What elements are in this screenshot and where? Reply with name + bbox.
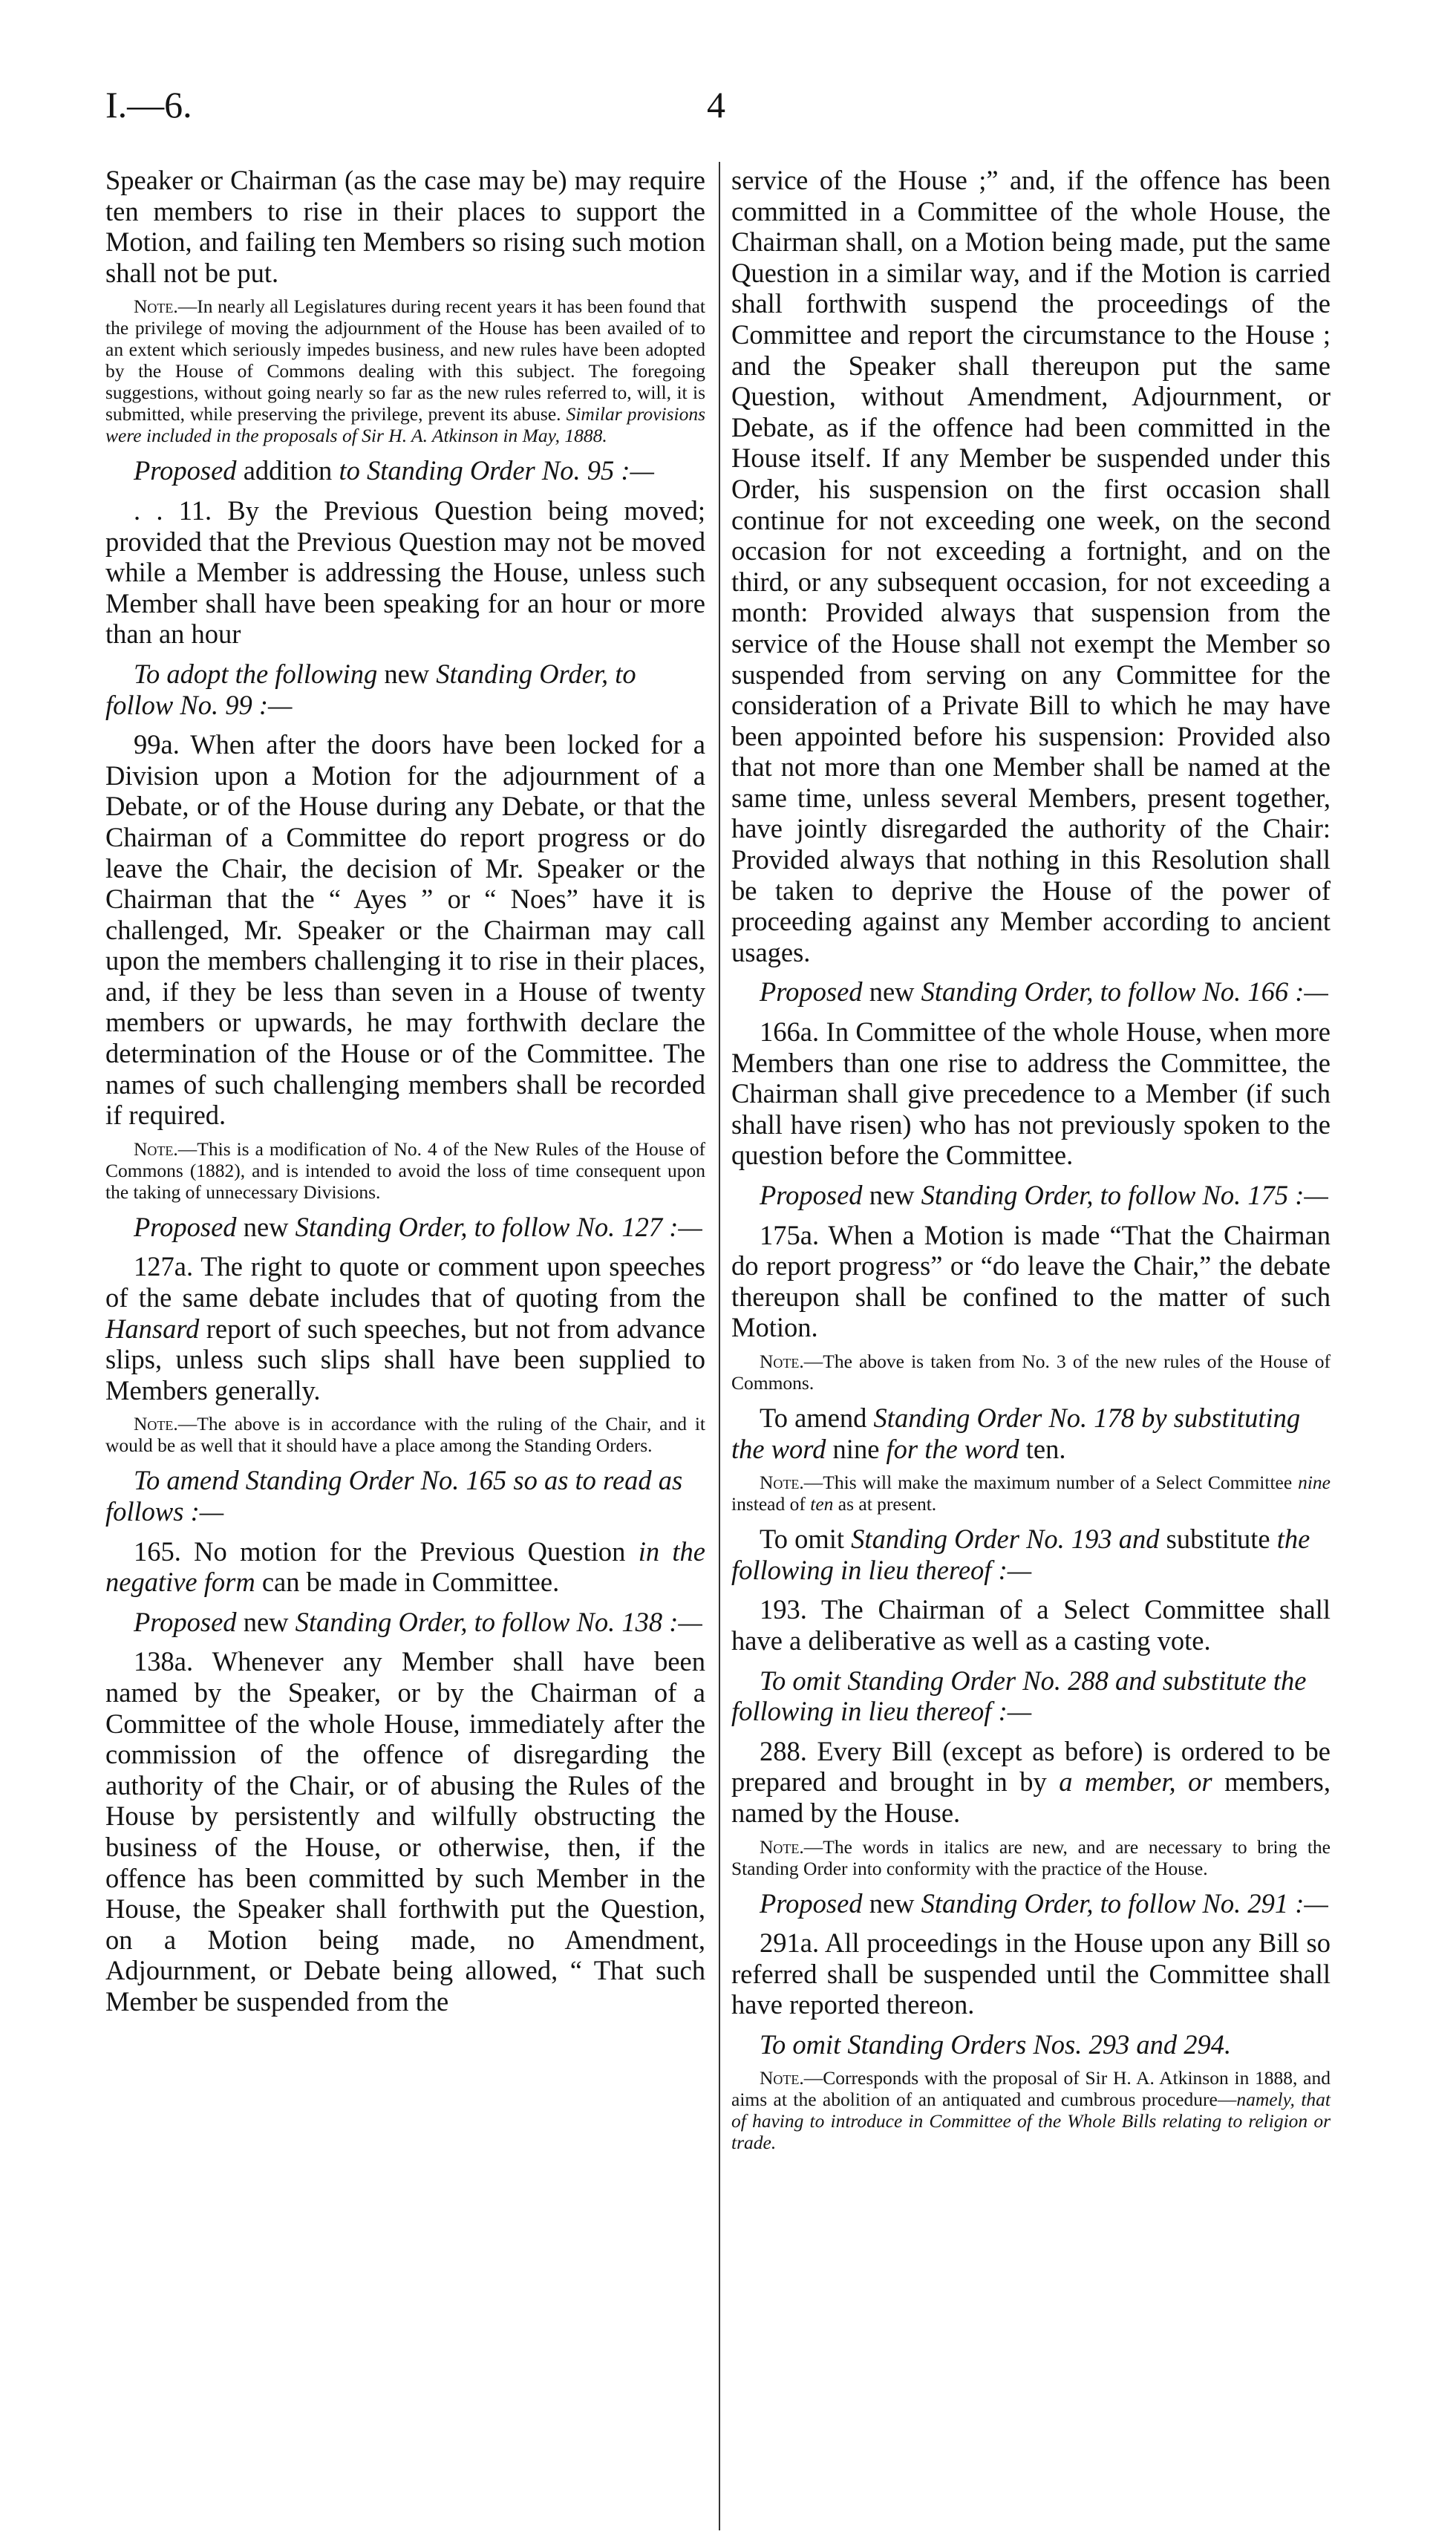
paragraph: . . 11. By the Previous Question being moved; provided that the Previous Question may not be moved while a Member is addressing the House, unless such Member shall have been speaking for an hour or more than an hour — [105, 494, 705, 650]
note-italic: ten — [810, 1493, 834, 1515]
note — [731, 1472, 1331, 1515]
heading-roman: To amend — [760, 1402, 874, 1433]
section-heading — [731, 2029, 1331, 2060]
page-number: 4 — [707, 84, 725, 125]
paragraph: 99a. When after the doors have been locked for a Division upon a Motion for the adjournment of a Debate, or of the House during any Debate, or that the Chairman of a Committee do report progress or do leave the Chair, the decision of Mr. Speaker or the Chairman that the “ Ayes ” or “ Noes” have it is challenged, Mr. Speaker or the Chairman may call upon the members challenging it to rise in their places, and, if they be less than seven in a House of twenty members or upwards, he may forthwith declare the determination of the House or of the Committee. The names of such challenging members shall be recorded if required. — [105, 729, 705, 1131]
paragraph: 193. The Chairman of a Select Committee shall have a deliberative as well as a casting vote. — [731, 1594, 1331, 1656]
note-text: —This is a modification of No. 4 of the New Rules of the House of Commons (1882), and is intended to avoid the loss of time consequent upon the taking of unnecessary Divisions. — [105, 1137, 705, 1203]
note-label: Note. — [134, 1413, 178, 1435]
column-divider — [719, 162, 720, 2530]
note — [105, 1138, 705, 1203]
text-run: can be made in Committee. — [255, 1567, 560, 1598]
right-column — [731, 165, 1331, 2153]
heading-roman: substitute — [1159, 1524, 1277, 1555]
text-italic: in the negative form — [105, 1535, 706, 1598]
page-header — [0, 83, 1456, 150]
heading-italic: Proposed — [760, 1887, 863, 1919]
heading-italic: Standing Order, to follow No. 291 :— — [921, 1887, 1328, 1919]
paragraph: Speaker or Chairman (as the case may be) may require ten members to rise in their places to support the Motion, and failing ten Members so rising such motion shall not be put. — [105, 165, 705, 288]
heading-roman: new — [236, 1211, 296, 1242]
heading-roman: new — [862, 1887, 921, 1919]
section-heading — [731, 1888, 1331, 1919]
note-text: —The words in italics are new, and are necessary to bring the Standing Order into conformity with the practice of the House. — [731, 1835, 1331, 1879]
left-column — [105, 165, 705, 2017]
section-heading — [105, 659, 705, 720]
section-heading — [105, 1465, 705, 1527]
heading-roman: To omit — [760, 1524, 852, 1555]
note-text: instead of — [731, 1493, 811, 1515]
section-heading — [731, 1524, 1331, 1585]
heading-italic: To omit Standing Orders Nos. 293 and 294. — [760, 2028, 1232, 2060]
heading-italic: Standing Order, to follow No. 175 :— — [921, 1180, 1328, 1210]
heading-italic: To omit Standing Order No. 288 and substitute the following in lieu thereof :— — [731, 1665, 1307, 1727]
text-italic: Hansard — [105, 1313, 200, 1344]
heading-italic: Standing Order, to follow No. 127 :— — [295, 1211, 702, 1242]
note-text: —The above is in accordance with the ruling of the Chair, and it would be as well that it should have a place among the Standing Orders. — [105, 1413, 705, 1457]
heading-italic: Standing Order No. 178 by substituting the word — [731, 1402, 1301, 1464]
note-label: Note. — [760, 2067, 804, 2089]
section-heading — [731, 976, 1331, 1008]
text-run: 165. No motion for the Previous Question — [134, 1535, 639, 1567]
text-run: 127a. The right to quote or comment upon speeches of the same debate includes that of quoting from the — [105, 1251, 705, 1313]
section-heading — [731, 1180, 1331, 1211]
note-text: —Corresponds with the proposal of Sir H. A. Atkinson in 1888, and aims at the abolition of an antiquated and cumbrous procedure— — [731, 2067, 1331, 2111]
heading-italic: Standing Order, to follow No. 166 :— — [921, 976, 1328, 1008]
note-label: Note. — [134, 1137, 178, 1160]
text-run: members, named by the House. — [731, 1766, 1331, 1828]
heading-italic: Proposed — [760, 1180, 863, 1210]
heading-roman: nine — [826, 1433, 887, 1464]
note — [105, 296, 705, 446]
document-reference: I.—6. — [105, 84, 192, 125]
heading-italic: To adopt the following — [134, 658, 378, 689]
heading-roman: addition — [236, 455, 339, 486]
heading-italic: to Standing Order No. 95 :— — [339, 455, 654, 486]
text-italic: a member, — [1059, 1766, 1176, 1798]
paragraph — [731, 1736, 1331, 1829]
heading-italic: Proposed — [134, 1211, 237, 1242]
note — [731, 2067, 1331, 2153]
section-heading — [731, 1665, 1331, 1727]
text-run — [1176, 1766, 1189, 1797]
heading-roman: new — [377, 658, 437, 689]
heading-italic: Proposed — [134, 455, 237, 486]
paragraph: 175a. When a Motion is made “That the Chairman do report progress” or “do leave the Chair,” the debate thereupon shall be confined to the matter of such Motion. — [731, 1219, 1331, 1343]
heading-italic: for the word — [886, 1433, 1019, 1464]
note-italic: namely, that of having to introduce in Committee of the Whole Bills relating to religion or trade. — [731, 2089, 1331, 2154]
note-label: Note. — [134, 296, 178, 318]
text-run: report of such speeches, but not from advance slips, unless such slips shall have been supplied to Members generally. — [105, 1313, 705, 1406]
section-heading — [105, 455, 705, 486]
note-text: —In nearly all Legislatures during recent years it has been found that the privilege of moving the adjournment of the House has been availed of to an extent which seriously impedes business, and new rules have been adopted by the House of Commons dealing with this subject. The foregoing suggestions, without going nearly so far as the new rules referred to, will, it is submitted, while preserving the privilege, prevent its abuse. — [105, 296, 705, 425]
section-heading — [105, 1212, 705, 1243]
note-italic: Similar provisions were included in the proposals of Sir H. A. Atkinson in May, 1888. — [105, 403, 706, 447]
paragraph: 166a. In Committee of the whole House, when more Members than one rise to address the Committee, the Chairman shall give precedence to a Member (if such shall have risen) who has not previously spoken to the question before the Committee. — [731, 1016, 1331, 1171]
note — [731, 1836, 1331, 1879]
note — [731, 1351, 1331, 1394]
section-heading — [731, 1403, 1331, 1464]
paragraph — [105, 1251, 705, 1406]
paragraph: 138a. Whenever any Member shall have been named by the Speaker, or by the Chairman of a Committee of the whole House, immediately after the commission of the offence of disregarding the authority of the Chair, or of abusing the Rules of the House by persistently and wilfully obstructing the business of the House, or otherwise, then, if the offence has been committed by such Member in the House, the Speaker shall forthwith put the Question, on a Motion being made, no Amendment, Adjournment, or Debate being allowed, “ That such Member be suspended from the — [105, 1646, 705, 2017]
paragraph: service of the House ;” and, if the offence has been committed in a Committee of the whole House, the Chairman shall, on a Motion being made, put the same Question in a similar way, and if the Motion is carried shall forthwith suspend the proceedings of the Committee and report the circumstance to the House ; and the Speaker shall thereupon put the same Question, without Amendment, Adjournment, or Debate, as if the offence had been committed in the House itself. If any Member be suspended under this Order, his suspension on the first occasion shall continue for not exceeding one week, on the second occasion for not exceeding a fortnight, and on the third, or any subsequent occasion, for not exceeding a month: Provided always that suspension from the service of the House shall not exempt the Member so suspended from serving on any Committee for the consideration of a Private Bill to which he may have been appointed before his suspension: Provided also that not more than one Member shall be named at the same time, unless several Members, present together, have jointly disregarded the authority of the Chair: Provided always that nothing in this Resolution shall be taken to deprive the House of the power of proceeding against any Member according to ancient usages. — [731, 165, 1331, 967]
note — [105, 1413, 705, 1456]
heading-roman: new — [236, 1606, 296, 1637]
section-heading — [105, 1607, 705, 1638]
note-label: Note. — [760, 1835, 804, 1858]
heading-italic: Standing Order No. 193 and — [851, 1524, 1160, 1555]
heading-italic: the following in lieu thereof :— — [731, 1524, 1310, 1585]
note-text: as at present. — [833, 1493, 937, 1515]
heading-roman: new — [862, 976, 921, 1008]
heading-roman: new — [862, 1180, 921, 1210]
paragraph: 291a. All proceedings in the House upon any Bill so referred shall be suspended until the Committee shall have reported thereon. — [731, 1927, 1331, 2020]
note-italic: nine — [1298, 1472, 1331, 1494]
heading-italic: Standing Order, to follow No. 99 :— — [105, 658, 636, 720]
note-text: —The above is taken from No. 3 of the new rules of the House of Commons. — [731, 1350, 1331, 1394]
heading-italic: To amend Standing Order No. 165 so as to read as follows :— — [105, 1465, 683, 1527]
heading-italic: Standing Order, to follow No. 138 :— — [295, 1606, 702, 1637]
note-label: Note. — [760, 1350, 804, 1372]
text-italic: or — [1188, 1766, 1212, 1798]
text-run: 288. Every Bill (except as before) is ordered to be prepared and brought in by — [731, 1735, 1331, 1798]
note-label: Note. — [760, 1472, 804, 1494]
note-text: —This will make the maximum number of a Select Committee — [803, 1472, 1299, 1494]
paragraph — [105, 1536, 705, 1598]
heading-roman: ten. — [1019, 1433, 1066, 1464]
heading-italic: Proposed — [760, 976, 863, 1008]
heading-italic: Proposed — [134, 1606, 237, 1637]
